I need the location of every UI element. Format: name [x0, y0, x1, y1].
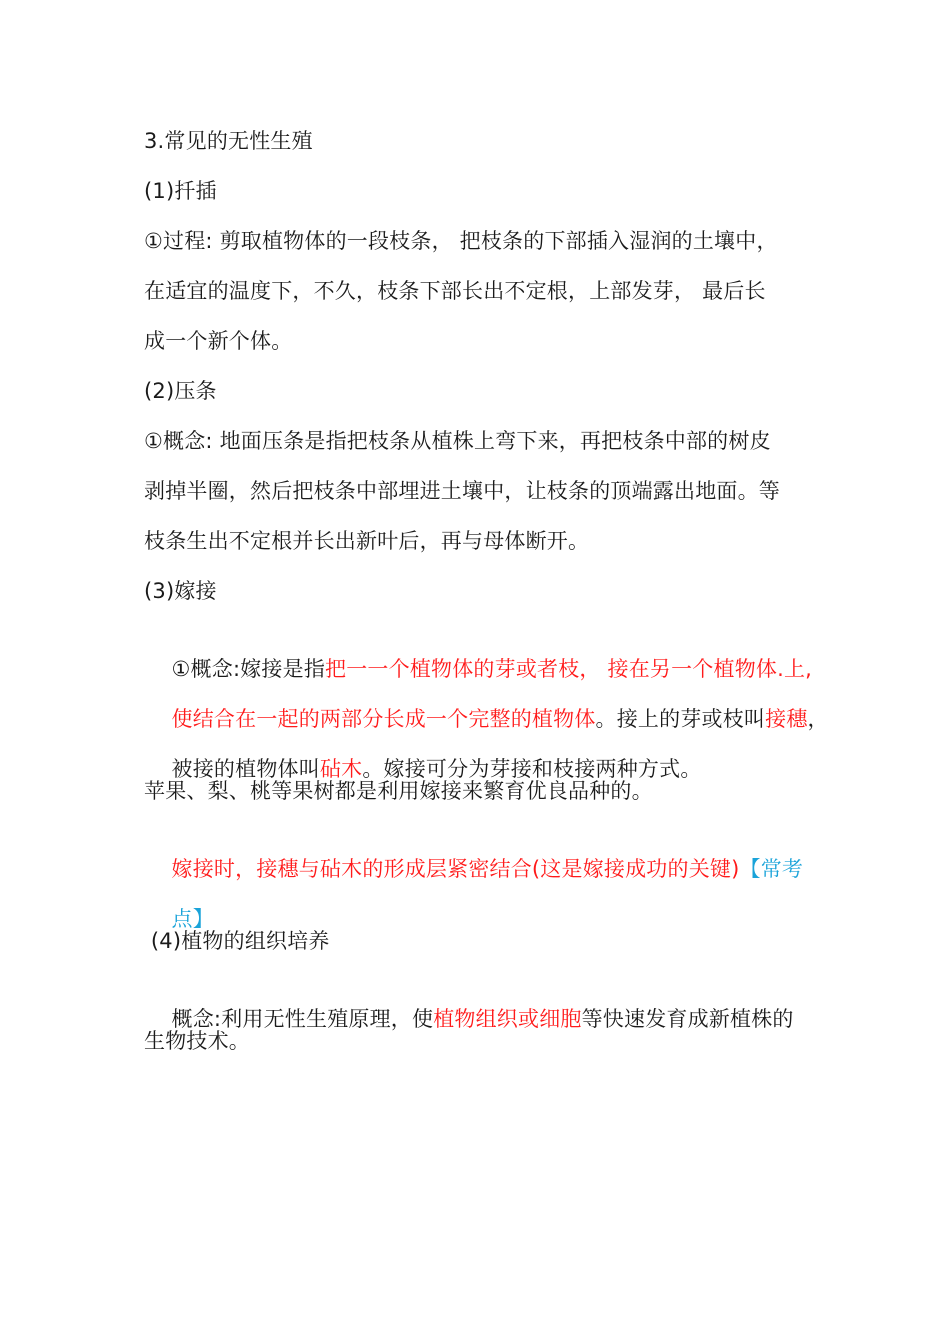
grafting-highlight: 把一一个植物体的芽或者枝， 接在另一个植物体.上, [325, 657, 813, 681]
grafting-key-highlight: 嫁接时，接穗与砧木的形成层紧密结合(这是嫁接成功的关键) [171, 857, 740, 881]
grafting-highlight: 使结合在一起的两部分长成一个完整的植物体 [171, 707, 596, 731]
exam-tag: 点】 [171, 907, 214, 931]
tissue-culture-title: (4)植物的组织培养 [144, 929, 330, 953]
cutting-text-line: ①过程: 剪取植物体的一段枝条， 把枝条的下部插入湿润的土壤中， [144, 229, 778, 253]
cutting-text-line: 在适宜的温度下，不久，枝条下部长出不定根，上部发芽， 最后长 [144, 279, 766, 303]
grafting-text: 被接的植物体叫 [171, 757, 320, 781]
grafting-key-point [144, 827, 803, 911]
grafting-text: 。接上的芽或枝叫 [595, 707, 766, 731]
tissue-culture-text: 概念:利用无性生殖原理，使 [171, 1007, 434, 1031]
cutting-title: (1)扦插 [144, 179, 217, 203]
layering-title: (2)压条 [144, 379, 217, 403]
grafting-text: 。嫁接可分为芽接和枝接两种方式。 [362, 757, 702, 781]
section-heading: 3.常见的无性生殖 [144, 129, 313, 153]
cutting-text-line: 成一个新个体。 [144, 329, 293, 353]
grafting-concept-prefix: ①概念:嫁接是指 [171, 657, 326, 681]
scion-term: 接穗 [765, 707, 808, 731]
tissue-culture-text-line: 生物技术。 [144, 1029, 250, 1053]
layering-text-line: ①概念: 地面压条是指把枝条从植株上弯下来，再把枝条中部的树皮 [144, 429, 771, 453]
grafting-text-line: 苹果、梨、桃等果树都是利用嫁接来繁育优良品种的。 [144, 779, 653, 803]
grafting-text: ， [807, 707, 829, 731]
tissue-culture-highlight: 植物组织或细胞 [433, 1007, 582, 1031]
exam-tag: 【常考 [739, 857, 804, 881]
layering-text-line: 枝条生出不定根并长出新叶后，再与母体断开。 [144, 529, 590, 553]
tissue-culture-text: 等快速发育成新植株的 [581, 1007, 794, 1031]
grafting-title: (3)嫁接 [144, 579, 217, 603]
layering-text-line: 剥掉半圈，然后把枝条中部埋进土壤中，让枝条的顶端露出地面。等 [144, 479, 780, 503]
rootstock-term: 砧木 [319, 757, 363, 781]
